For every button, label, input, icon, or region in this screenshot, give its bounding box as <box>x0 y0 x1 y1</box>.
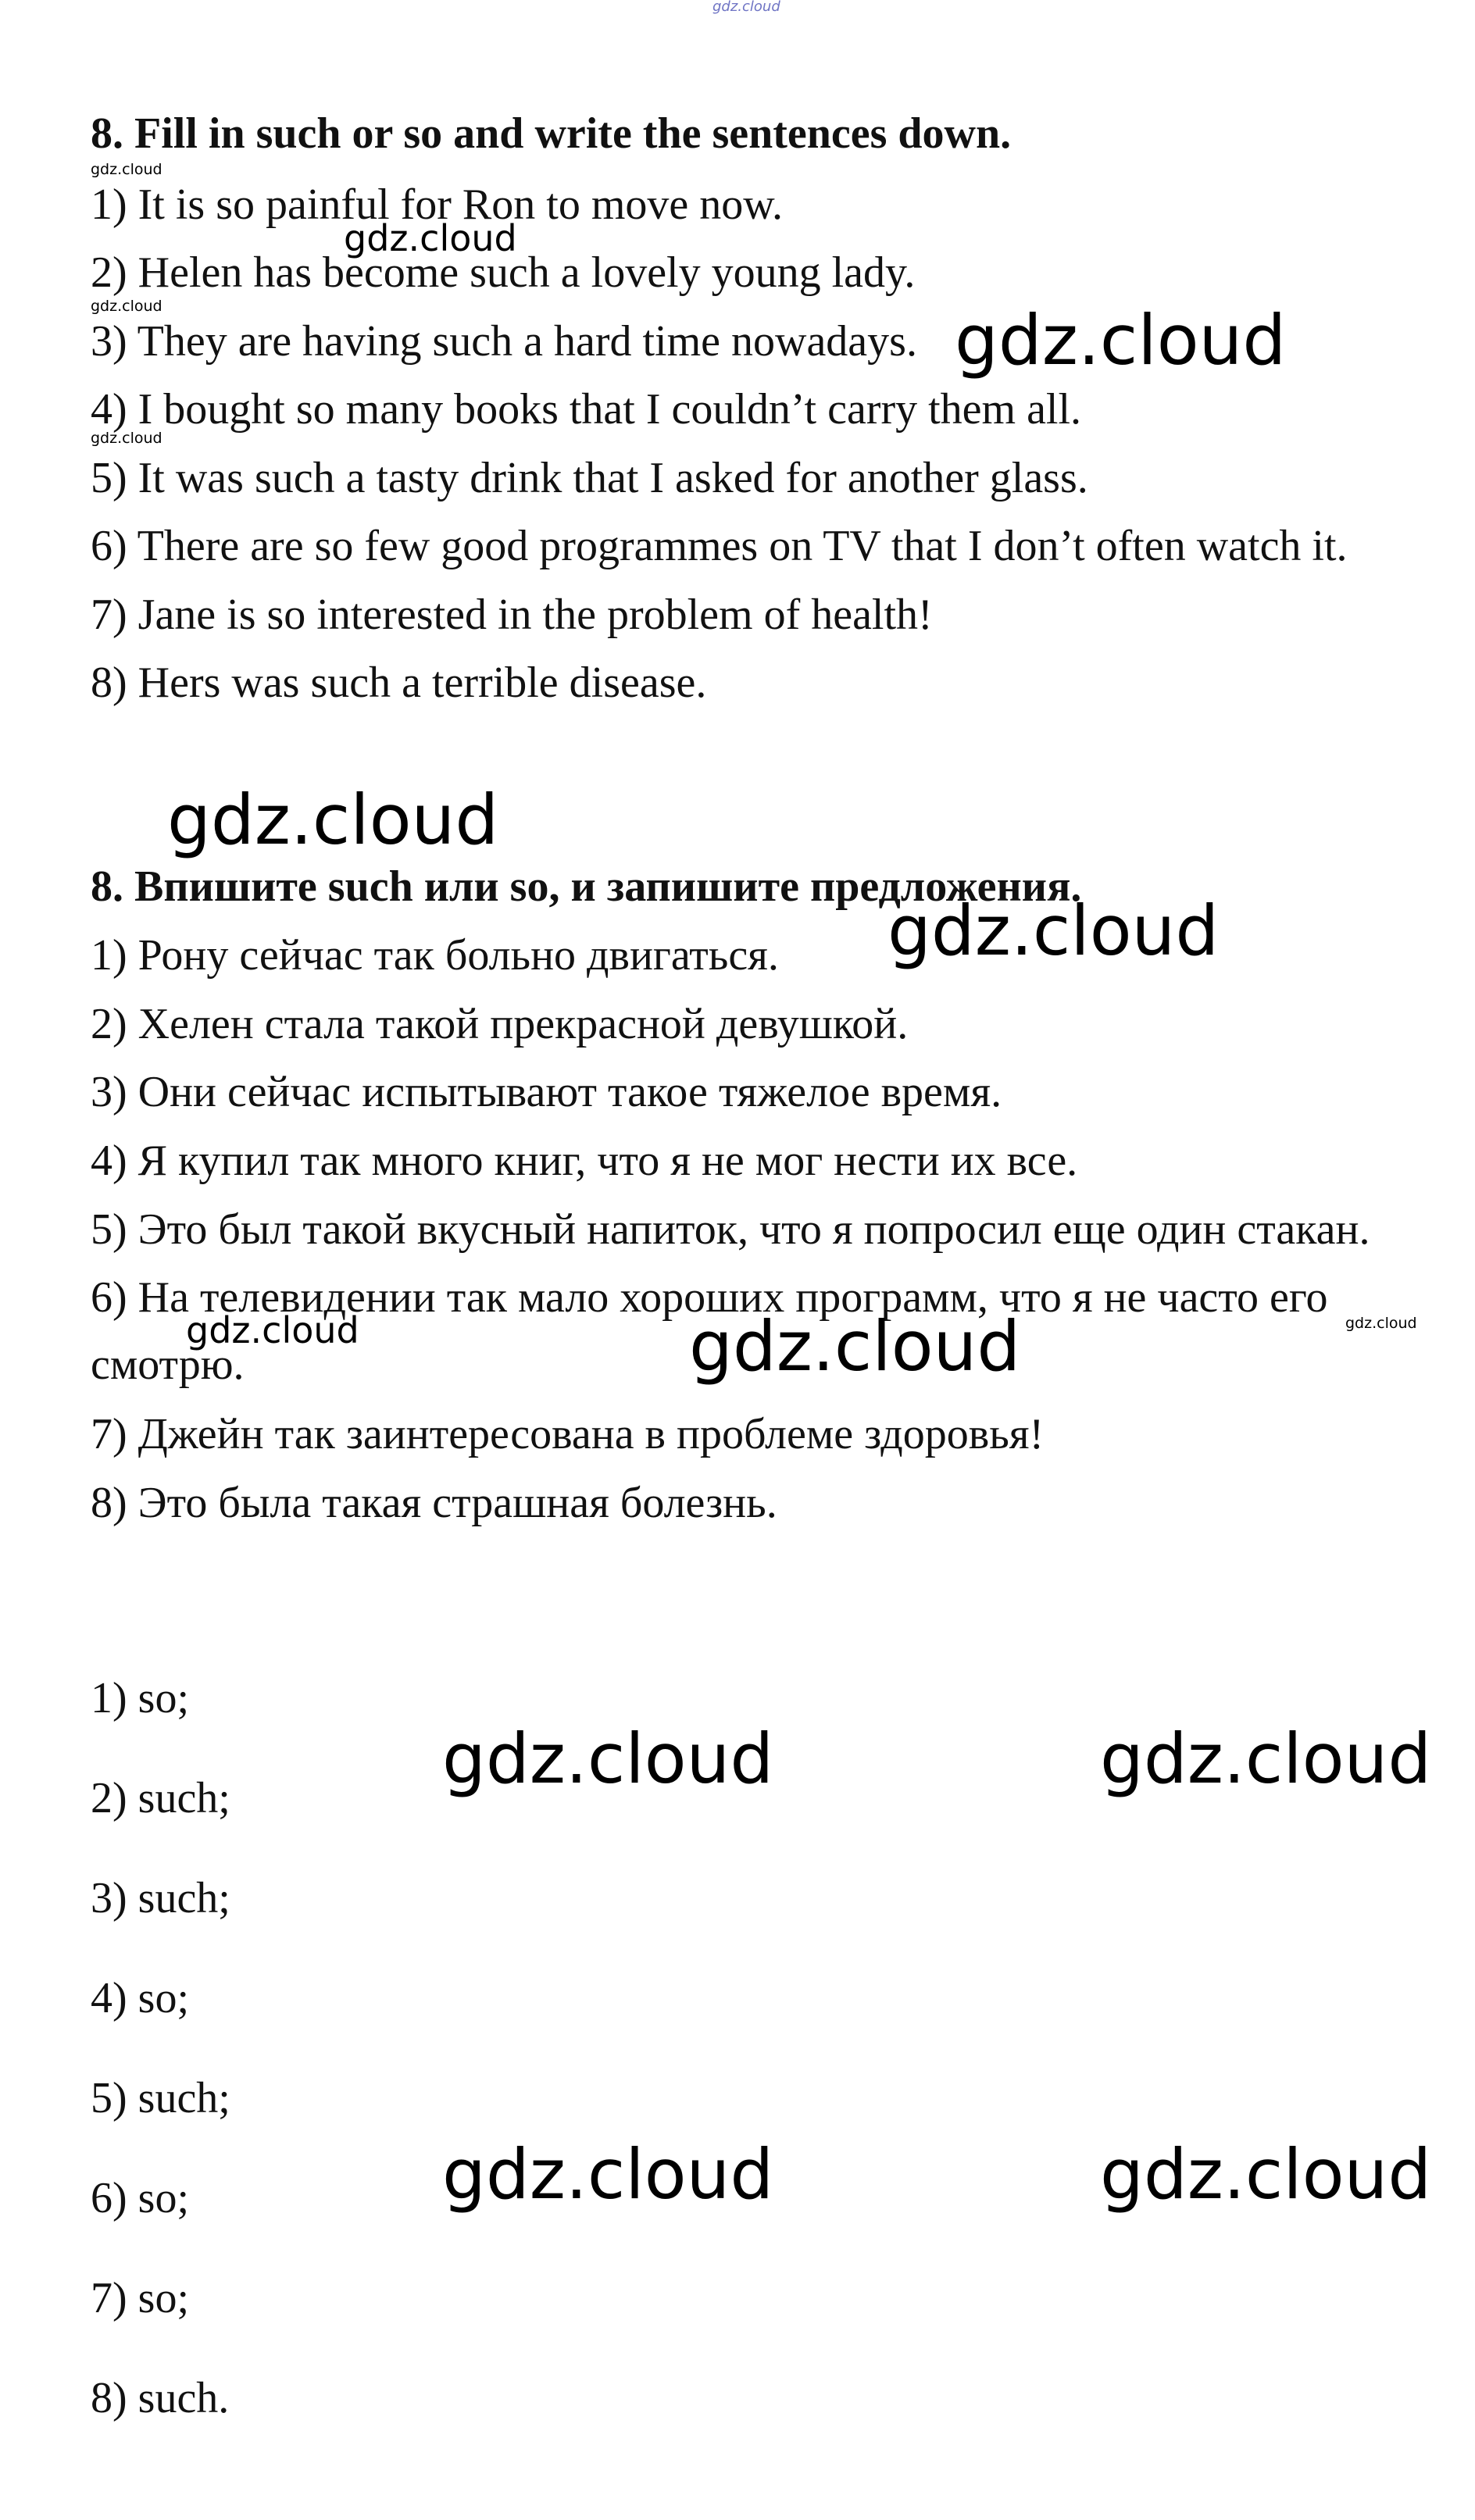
watermark: gdz.cloud <box>186 1309 359 1351</box>
watermark: gdz.cloud <box>91 430 162 447</box>
english-sentence-8: 8) Hers was such a terrible disease. <box>91 659 707 707</box>
english-sentence-7: 7) Jane is so interested in the problem of health! <box>91 591 933 639</box>
english-sentence-1: 1) It is so painful for Ron to move now. <box>91 180 784 229</box>
watermark: gdz.cloud <box>442 1719 774 1799</box>
answer-2: 2) such; <box>91 1774 230 1822</box>
english-sentence-4: 4) I bought so many books that I couldn’t carry them all. <box>91 385 1082 434</box>
russian-sentence-6: 6) На телевидении так мало хороших программ, что я не часто его <box>91 1273 1328 1322</box>
watermark: gdz.cloud <box>442 2134 774 2215</box>
answer-5: 5) such; <box>91 2074 230 2122</box>
russian-sentence-4: 4) Я купил так много книг, что я не мог нести их все. <box>91 1137 1078 1185</box>
answer-3: 3) such; <box>91 1874 230 1922</box>
english-sentence-3: 3) They are having such a hard time nowadays. <box>91 317 917 366</box>
russian-sentence-7: 7) Джейн так заинтересована в проблеме здоровья! <box>91 1410 1045 1458</box>
russian-sentence-8: 8) Это была такая страшная болезнь. <box>91 1479 777 1527</box>
russian-sentence-2: 2) Хелен стала такой прекрасной девушкой. <box>91 1000 909 1048</box>
answer-4: 4) so; <box>91 1974 189 2022</box>
watermark: gdz.cloud <box>167 780 499 860</box>
russian-heading: 8. Впишите such или so, и запишите предложения. <box>91 862 1082 911</box>
english-heading: 8. Fill in such or so and write the sentences down. <box>91 109 1012 158</box>
watermark: gdz.cloud <box>91 161 162 178</box>
watermark: gdz.cloud <box>1100 1719 1432 1799</box>
russian-sentence-1: 1) Рону сейчас так больно двигаться. <box>91 931 779 980</box>
watermark: gdz.cloud <box>955 300 1287 380</box>
watermark: gdz.cloud <box>1100 2134 1432 2215</box>
english-sentence-5: 5) It was such a tasty drink that I asked for another glass. <box>91 454 1088 502</box>
russian-sentence-5: 5) Это был такой вкусный напиток, что я попросил еще один стакан. <box>91 1205 1370 1254</box>
watermark: gdz.cloud <box>91 298 162 315</box>
top-watermark: gdz.cloud <box>712 0 780 15</box>
watermark: gdz.cloud <box>344 217 517 259</box>
russian-sentence-6-continued: смотрю. <box>91 1340 245 1389</box>
english-sentence-6: 6) There are so few good programmes on TV that I don’t often watch it. <box>91 522 1348 570</box>
english-sentence-2: 2) Helen has become such a lovely young lady. <box>91 248 916 297</box>
answer-7: 7) so; <box>91 2274 189 2322</box>
answer-1: 1) so; <box>91 1674 189 1722</box>
answer-8: 8) such. <box>91 2374 230 2422</box>
answer-6: 6) so; <box>91 2174 189 2222</box>
watermark: gdz.cloud <box>888 891 1220 971</box>
watermark: gdz.cloud <box>1345 1315 1417 1332</box>
russian-sentence-3: 3) Они сейчас испытывают такое тяжелое время. <box>91 1068 1002 1116</box>
watermark: gdz.cloud <box>689 1306 1021 1387</box>
